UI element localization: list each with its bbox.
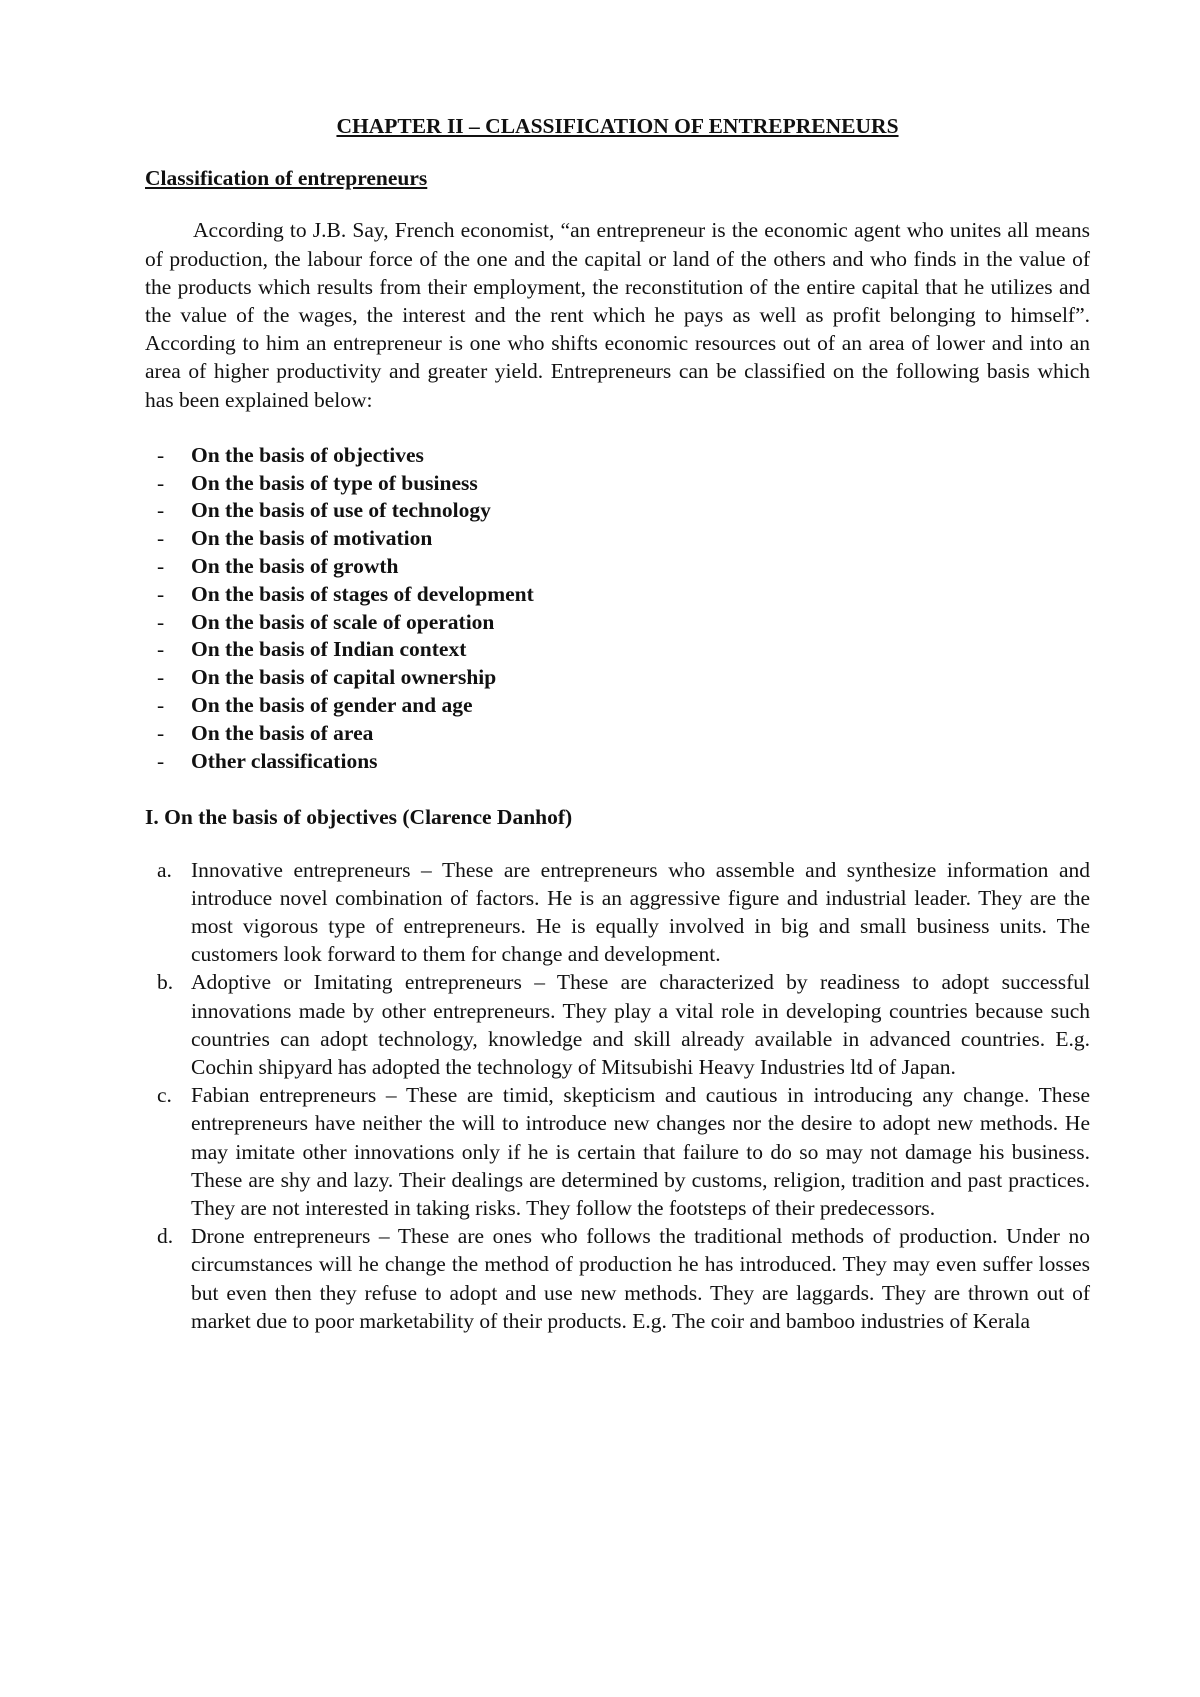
entrepreneur-types-list <box>145 856 1090 1335</box>
list-item-text: On the basis of growth <box>191 554 399 579</box>
list-marker: a. <box>157 857 172 882</box>
list-item <box>145 856 1090 969</box>
list-dash: - <box>157 442 165 467</box>
list-item-text: On the basis of capital ownership <box>191 665 497 690</box>
list-item-text: On the basis of scale of operation <box>191 609 495 634</box>
list-dash: - <box>157 609 165 634</box>
list-dash: - <box>157 498 165 523</box>
section-heading: Classification of entrepreneurs <box>145 166 428 191</box>
list-dash: - <box>157 665 165 690</box>
list-item-text: On the basis of gender and age <box>191 693 473 717</box>
list-marker: c. <box>157 1083 172 1108</box>
list-dash: - <box>157 748 165 773</box>
list-dash: - <box>157 470 165 495</box>
list-dash: - <box>157 581 165 606</box>
list-item-text: On the basis of motivation <box>191 526 433 551</box>
list-item-text: Other classifications <box>191 748 378 773</box>
list-item <box>145 470 1090 498</box>
chapter-title: CHAPTER II – CLASSIFICATION OF ENTREPRENEURS <box>336 114 899 138</box>
list-item-text: On the basis of stages of development <box>191 581 534 606</box>
list-item-text: On the basis of Indian context <box>191 637 467 662</box>
intro-paragraph: According to J.B. Say, French economist, “an entrepreneur is the economic agent who unites all means of production, the labour force of the one and the capital or land of the others and who finds in the value of the products which results from their employment, the reconstitution of the entire capital that he utilizes and the value of the wages, the interest and the rent which he pays as well as profit belonging to himself”. According to him an entrepreneur is one who shifts economic resources out of an area of lower and into an area of higher productivity and greater yield. Entrepreneurs can be classified on the following basis which has been explained below: <box>145 218 1090 412</box>
list-dash: - <box>157 526 165 551</box>
list-item <box>145 1222 1090 1335</box>
list-dash: - <box>157 693 165 717</box>
list-item-text: Drone entrepreneurs – These are ones who follows the traditional methods of production. Under no circumstances will he change the method of production he has introduced. They may even suffer losses but even then they refuse to adopt and use new methods. They are laggards. They are thrown out of market due to poor marketability of their products. E.g. The coir and bamboo industries of Kerala <box>191 1224 1090 1333</box>
list-item <box>145 553 1090 581</box>
list-dash: - <box>157 554 165 579</box>
list-marker: d. <box>157 1224 174 1249</box>
objectives-heading: I. On the basis of objectives (Clarence Danhof) <box>145 805 573 830</box>
list-dash: - <box>157 720 165 745</box>
list-dash: - <box>157 637 165 662</box>
basis-list <box>145 442 1090 776</box>
list-item <box>145 748 1090 776</box>
list-item <box>145 664 1090 692</box>
list-item-text: On the basis of type of business <box>191 470 478 495</box>
list-item <box>145 968 1090 1081</box>
list-marker: b. <box>157 970 174 995</box>
list-item <box>145 581 1090 609</box>
list-item <box>145 720 1090 748</box>
list-item-text: Adoptive or Imitating entrepreneurs – These are characterized by readiness to adopt successful innovations made by other entrepreneurs. They play a vital role in developing countries because such countries can adopt technology, knowledge and skill already available in advanced countries. E.g. Cochin shipyard has adopted the technology of Mitsubishi Heavy Industries ltd of Japan. <box>191 970 1090 1080</box>
list-item <box>145 636 1090 664</box>
list-item-text: Innovative entrepreneurs – These are entrepreneurs who assemble and synthesize information and introduce novel combination of factors. He is an aggressive figure and industrial leader. They are the most vigorous type of entrepreneurs. He is equally involved in big and small business units. The customers look forward to them for change and development. <box>191 857 1090 967</box>
list-item-text: On the basis of area <box>191 720 374 745</box>
list-item <box>145 497 1090 525</box>
list-item <box>145 692 1090 720</box>
list-item <box>145 442 1090 470</box>
list-item <box>145 609 1090 637</box>
list-item-text: Fabian entrepreneurs – These are timid, skepticism and cautious in introducing any change. These entrepreneurs have neither the will to introduce new changes nor the desire to adopt new methods. He may imitate other innovations only if he is certain that failure to do so may not damage his business. These are shy and lazy. Their dealings are determined by customs, religion, tradition and past practices. They are not interested in taking risks. They follow the footsteps of their predecessors. <box>191 1083 1090 1221</box>
list-item <box>145 1081 1090 1222</box>
list-item <box>145 525 1090 553</box>
list-item-text: On the basis of use of technology <box>191 498 491 523</box>
list-item-text: On the basis of objectives <box>191 442 424 467</box>
